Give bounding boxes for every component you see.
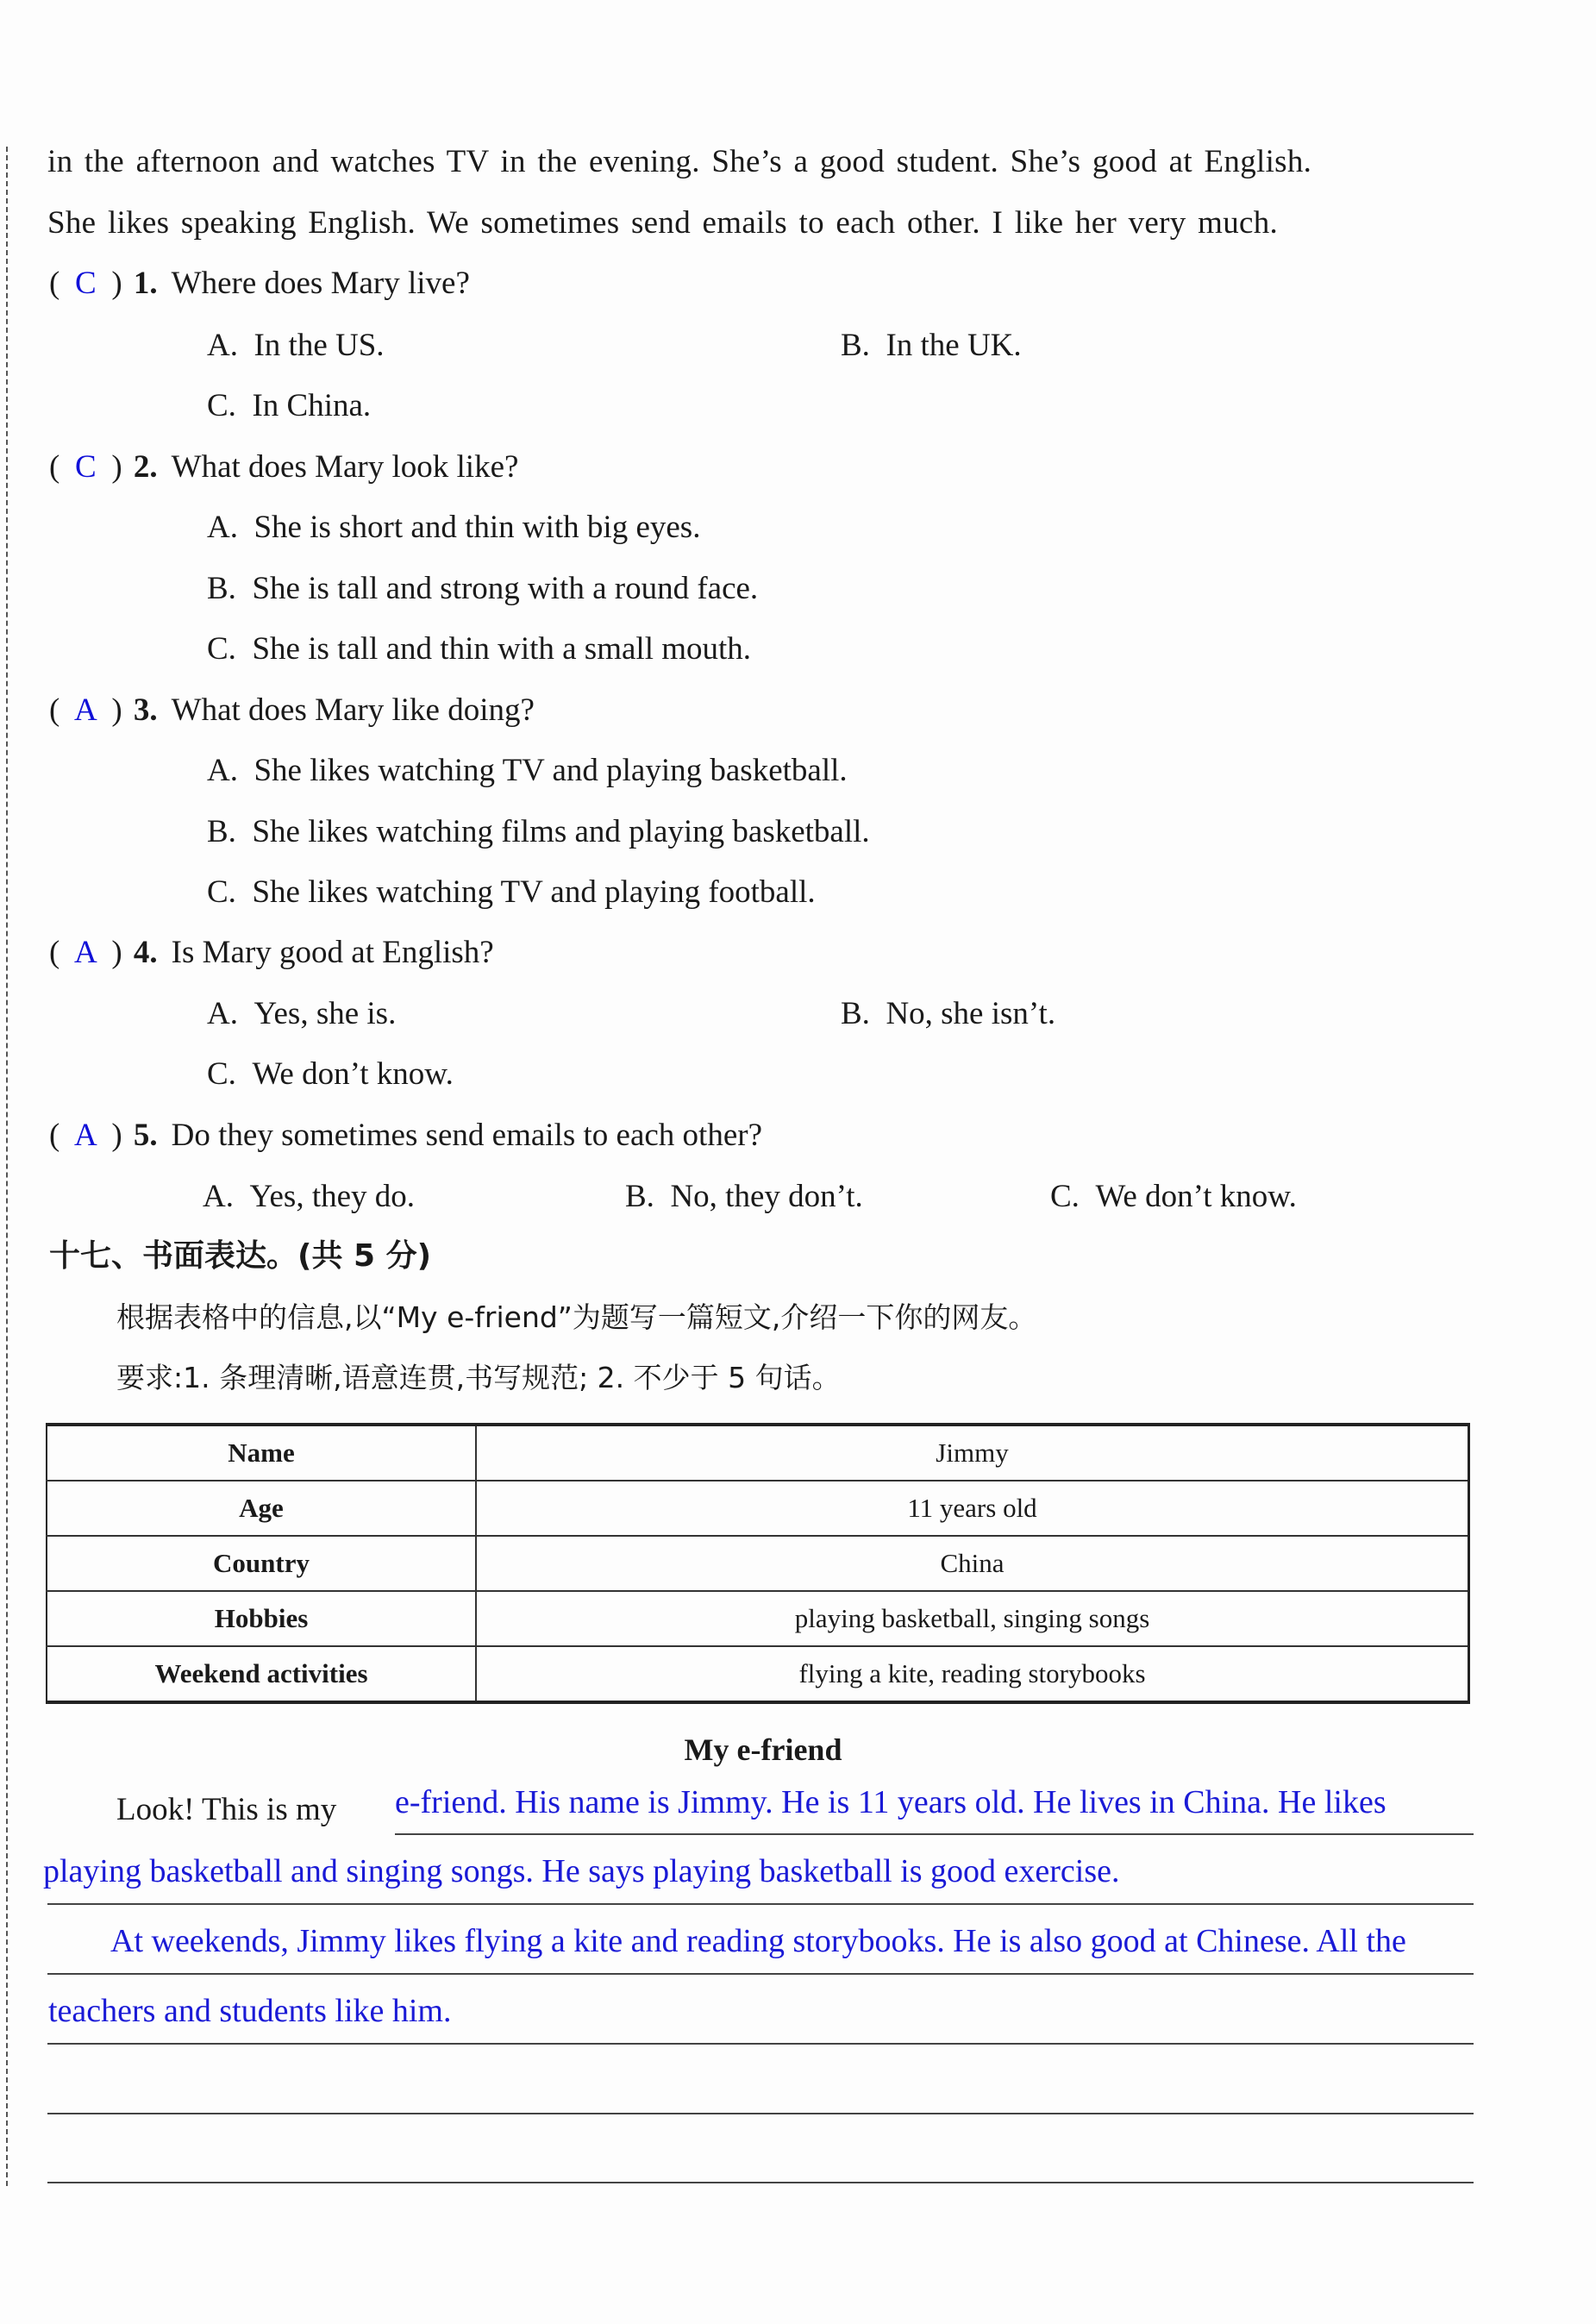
question-5 [49,1117,762,1155]
q3-option-a [207,752,848,790]
bracket-open: ( [49,449,60,485]
option-label: C. [207,874,236,910]
bracket-open: ( [49,692,60,728]
q3-option-c [207,874,816,911]
table-key: Weekend activities [47,1646,476,1702]
question-text: What does Mary like doing? [171,692,535,728]
q3-option-b [207,813,870,851]
question-text: Do they sometimes send emails to each other? [171,1118,762,1153]
option-label: A. [203,1179,234,1214]
question-1 [49,265,470,303]
question-number: 4. [133,935,158,970]
table-row [47,1646,1469,1702]
option-label: C. [207,388,236,423]
option-text: She likes watching TV and playing football. [252,874,816,910]
option-text: She is tall and strong with a round face. [252,571,759,606]
option-text: We don’t know. [1095,1179,1297,1214]
section-heading: 十七、书面表达。(共 5 分) [49,1238,432,1274]
writing-line-2 [47,1903,1474,1905]
info-table [46,1423,1470,1704]
option-label: A. [207,996,238,1031]
question-text: Is Mary good at English? [171,935,494,970]
table-key: Name [47,1425,476,1481]
table-key: Hobbies [47,1591,476,1646]
q5-option-a [203,1178,415,1216]
essay-answer-line-3[interactable]: At weekends, Jimmy likes flying a kite and reading storybooks. He is also good at Chinese. All the [110,1923,1406,1959]
option-text: In the US. [253,328,385,363]
question-text: What does Mary look like? [171,449,519,485]
option-text: She likes watching films and playing basketball. [252,814,870,849]
question-number: 1. [133,266,158,301]
writing-line-6 [47,2182,1474,2183]
q5-option-b [625,1178,863,1216]
option-label: A. [207,753,238,788]
option-text: No, they don’t. [670,1179,863,1214]
bracket-close: ) [111,1118,122,1153]
table-value: flying a kite, reading storybooks [476,1646,1469,1702]
question-text: Where does Mary live? [171,266,470,301]
bracket-close: ) [111,935,122,970]
q2-option-b [207,570,758,608]
bracket-open: ( [49,266,60,301]
option-text: We don’t know. [252,1056,454,1092]
question-number: 3. [133,692,158,728]
bracket-open: ( [49,1118,60,1153]
binding-margin-dashed-line [6,147,8,2186]
answer-1: C [74,266,97,301]
q2-option-a [207,509,700,547]
q1-option-b [841,327,1022,365]
passage-line-2: She likes speaking English. We sometimes send emails to each other. I like her very much. [47,205,1279,241]
option-label: B. [207,814,236,849]
option-text: No, she isn’t. [886,996,1056,1031]
option-label: A. [207,510,238,545]
table-value: China [476,1536,1469,1591]
option-label: C. [207,631,236,667]
question-3 [49,692,535,730]
option-label: C. [1050,1179,1080,1214]
option-label: B. [625,1179,654,1214]
section-instruction-2: 要求:1. 条理清晰,语意连贯,书写规范; 2. 不少于 5 句话。 [116,1361,841,1394]
bracket-close: ) [111,692,122,728]
q1-option-c [207,387,371,425]
option-label: B. [207,571,236,606]
answer-2: C [74,449,97,485]
writing-line-1 [395,1833,1474,1835]
option-text: Yes, they do. [249,1179,416,1214]
option-text: Yes, she is. [253,996,397,1031]
q4-option-c [207,1056,454,1093]
table-row [47,1591,1469,1646]
essay-answer-line-2[interactable]: playing basketball and singing songs. He says playing basketball is good exercise. [43,1853,1120,1889]
question-number: 2. [133,449,158,485]
essay-title: My e-friend [684,1732,842,1767]
option-text: She is short and thin with big eyes. [253,510,701,545]
q1-option-a [207,327,385,365]
answer-3: A [73,692,97,728]
table-key: Age [47,1481,476,1536]
option-label: B. [841,328,870,363]
table-key: Country [47,1536,476,1591]
table-value: 11 years old [476,1481,1469,1536]
table-row [47,1481,1469,1536]
answer-5: A [73,1118,97,1153]
option-label: C. [207,1056,236,1092]
answer-4: A [73,935,97,970]
option-text: She is tall and thin with a small mouth. [252,631,752,667]
option-label: B. [841,996,870,1031]
essay-answer-line-1[interactable]: e-friend. His name is Jimmy. He is 11 years old. He lives in China. He likes [395,1784,1386,1820]
essay-answer-line-4[interactable]: teachers and students like him. [48,1993,452,2029]
table-value: playing basketball, singing songs [476,1591,1469,1646]
q4-option-a [207,995,396,1033]
question-4 [49,934,494,972]
passage-line-1: in the afternoon and watches TV in the evening. She’s a good student. She’s good at English. [47,144,1312,179]
bracket-close: ) [111,449,122,485]
section-instruction-1: 根据表格中的信息,以“My e-friend”为题写一篇短文,介绍一下你的网友。 [116,1300,1037,1334]
question-number: 5. [133,1118,158,1153]
table-row [47,1536,1469,1591]
option-label: A. [207,328,238,363]
option-text: In the UK. [886,328,1022,363]
bracket-open: ( [49,935,60,970]
question-2 [49,448,518,486]
writing-line-4 [47,2043,1474,2045]
q2-option-c [207,630,751,668]
bracket-close: ) [111,266,122,301]
writing-line-5 [47,2113,1474,2114]
option-text: She likes watching TV and playing basketball. [253,753,848,788]
q5-option-c [1050,1178,1297,1216]
q4-option-b [841,995,1055,1033]
table-row [47,1425,1469,1481]
writing-line-3 [47,1973,1474,1975]
option-text: In China. [252,388,372,423]
table-value: Jimmy [476,1425,1469,1481]
essay-prompt: Look! This is my [116,1792,337,1827]
